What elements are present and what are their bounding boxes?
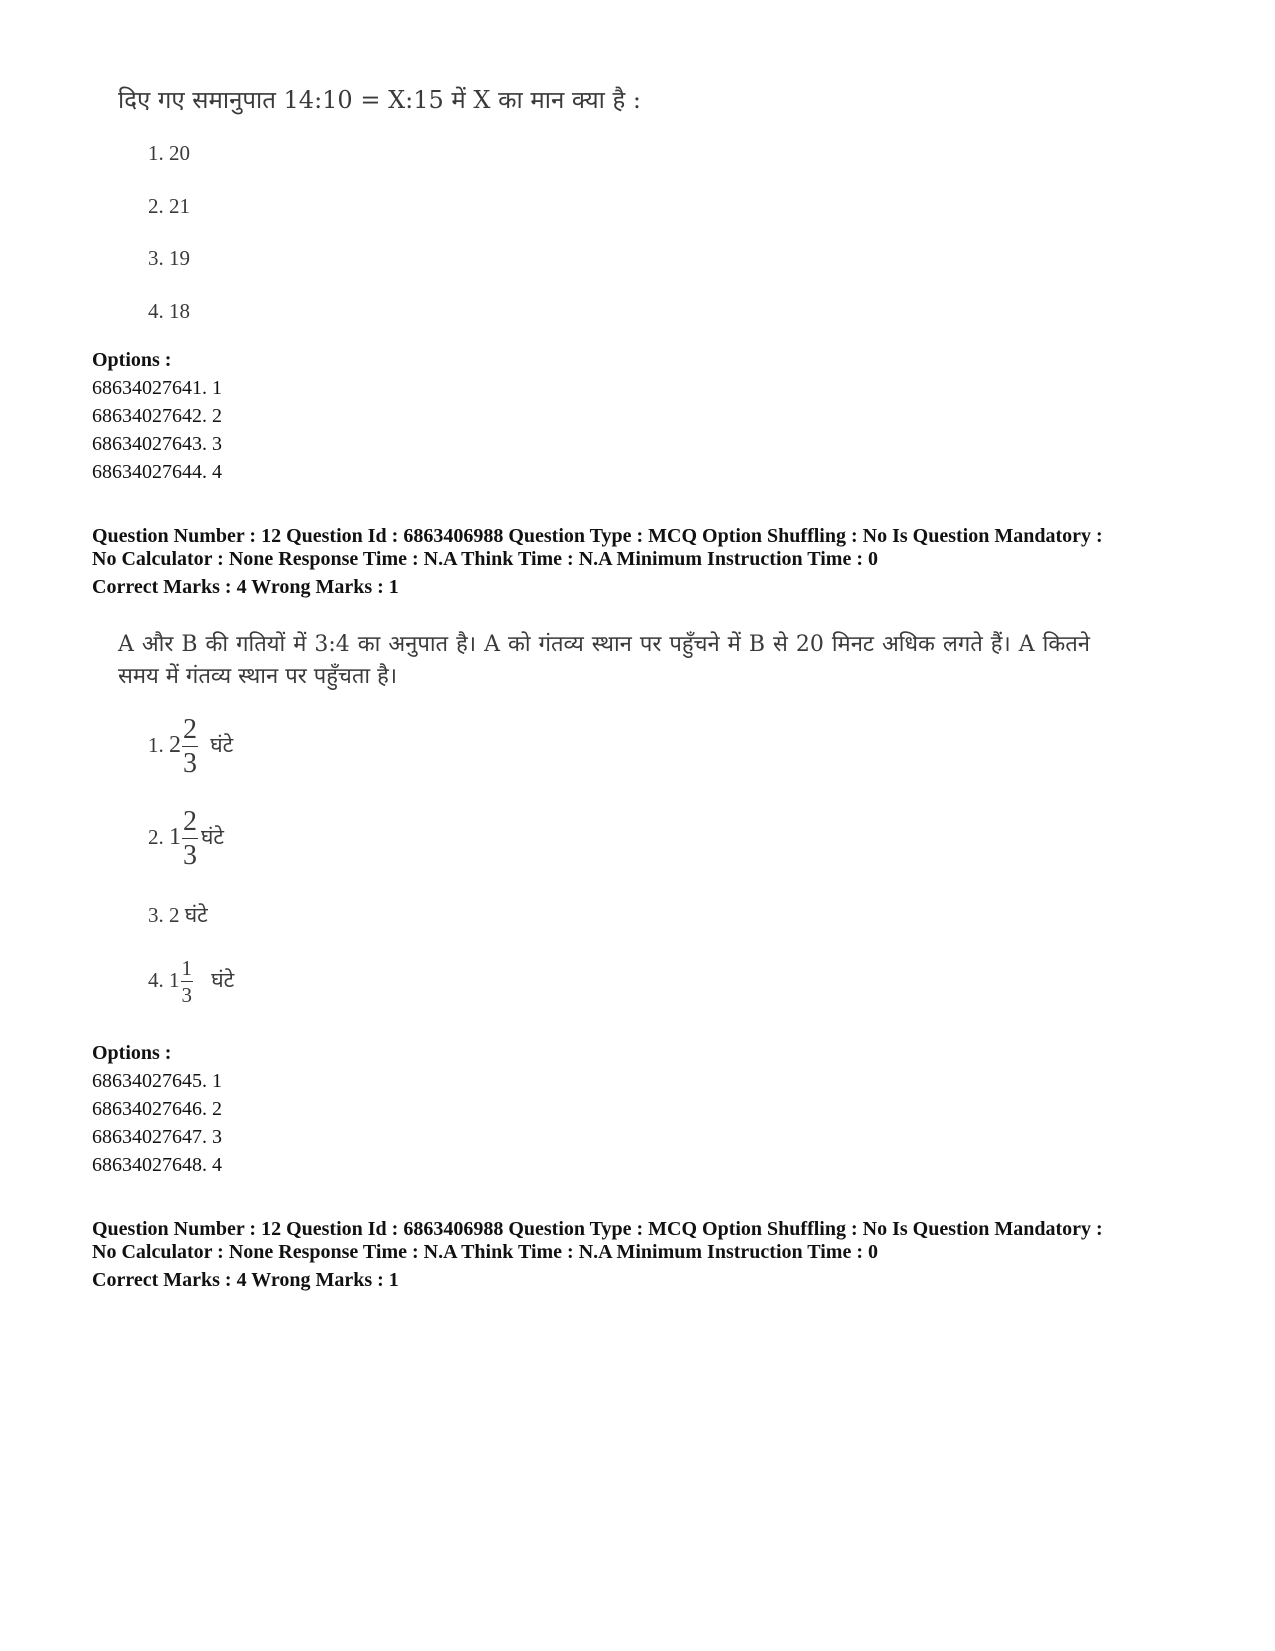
option-id-3: 68634027647. 3 [92,1126,222,1148]
option-id-3: 68634027643. 3 [92,433,222,455]
question-text-line-2: समय में गंतव्य स्थान पर पहुँचता है। [118,664,398,689]
choice-number: 2. [148,824,164,849]
unit-label: घंटे [211,967,235,992]
option-id-4: 68634027644. 4 [92,461,222,483]
options-label: Options : [92,1042,172,1064]
unit-label: घंटे [210,732,234,757]
fraction: $\frac{2}{3}$ [183,806,197,871]
whole-part: 2 [169,903,180,927]
choice-3 [148,905,208,926]
fraction: $\frac{2}{3}$ [183,714,197,779]
option-id-2: 68634027646. 2 [92,1098,222,1120]
question-meta-line-2: No Calculator : None Response Time : N.A Think Time : N.A Minimum Instruction Time : 0 [92,548,878,570]
choice-1: 1. 20 [148,141,190,165]
option-id-2: 68634027642. 2 [92,405,222,427]
choice-number: 4. [148,967,164,992]
question-text: दिए गए समानुपात 14:10 = X:15 में X का मान क्या है : [118,86,641,114]
choice-3: 3. 19 [148,246,190,270]
option-id-4: 68634027648. 4 [92,1154,222,1176]
marks-line: Correct Marks : 4 Wrong Marks : 1 [92,1269,399,1291]
marks-line: Correct Marks : 4 Wrong Marks : 1 [92,576,399,598]
choice-1 [148,716,233,778]
whole-part: 1 [169,823,181,850]
question-meta-line-1: Question Number : 12 Question Id : 6863406988 Question Type : MCQ Option Shuffling : No Is Question Mandatory : [92,1218,1103,1240]
choice-number: 3. [148,903,164,927]
unit-label: घंटे [201,824,224,849]
question-meta-line-1: Question Number : 12 Question Id : 6863406988 Question Type : MCQ Option Shuffling : No Is Question Mandatory : [92,525,1103,547]
question-meta-line-2: No Calculator : None Response Time : N.A Think Time : N.A Minimum Instruction Time : 0 [92,1241,878,1263]
option-id-1: 68634027641. 1 [92,377,222,399]
question-text-line-1: A और B की गतियों में 3:4 का अनुपात है। A को गंतव्य स्थान पर पहुँचने में B से 20 मिनट अधिक लगते हैं। A कितने [118,632,1090,657]
choice-4 [148,958,234,1006]
choice-2: 2. 21 [148,194,190,218]
option-id-1: 68634027645. 1 [92,1070,222,1092]
choice-number: 1. [148,732,164,757]
whole-part: 2 [169,731,181,758]
unit-label: घंटे [184,903,208,927]
options-label: Options : [92,349,172,371]
choice-2 [148,808,224,870]
choice-4: 4. 18 [148,299,190,323]
whole-part: 1 [169,967,180,992]
fraction: $\frac{1}{3}$ [181,956,192,1007]
